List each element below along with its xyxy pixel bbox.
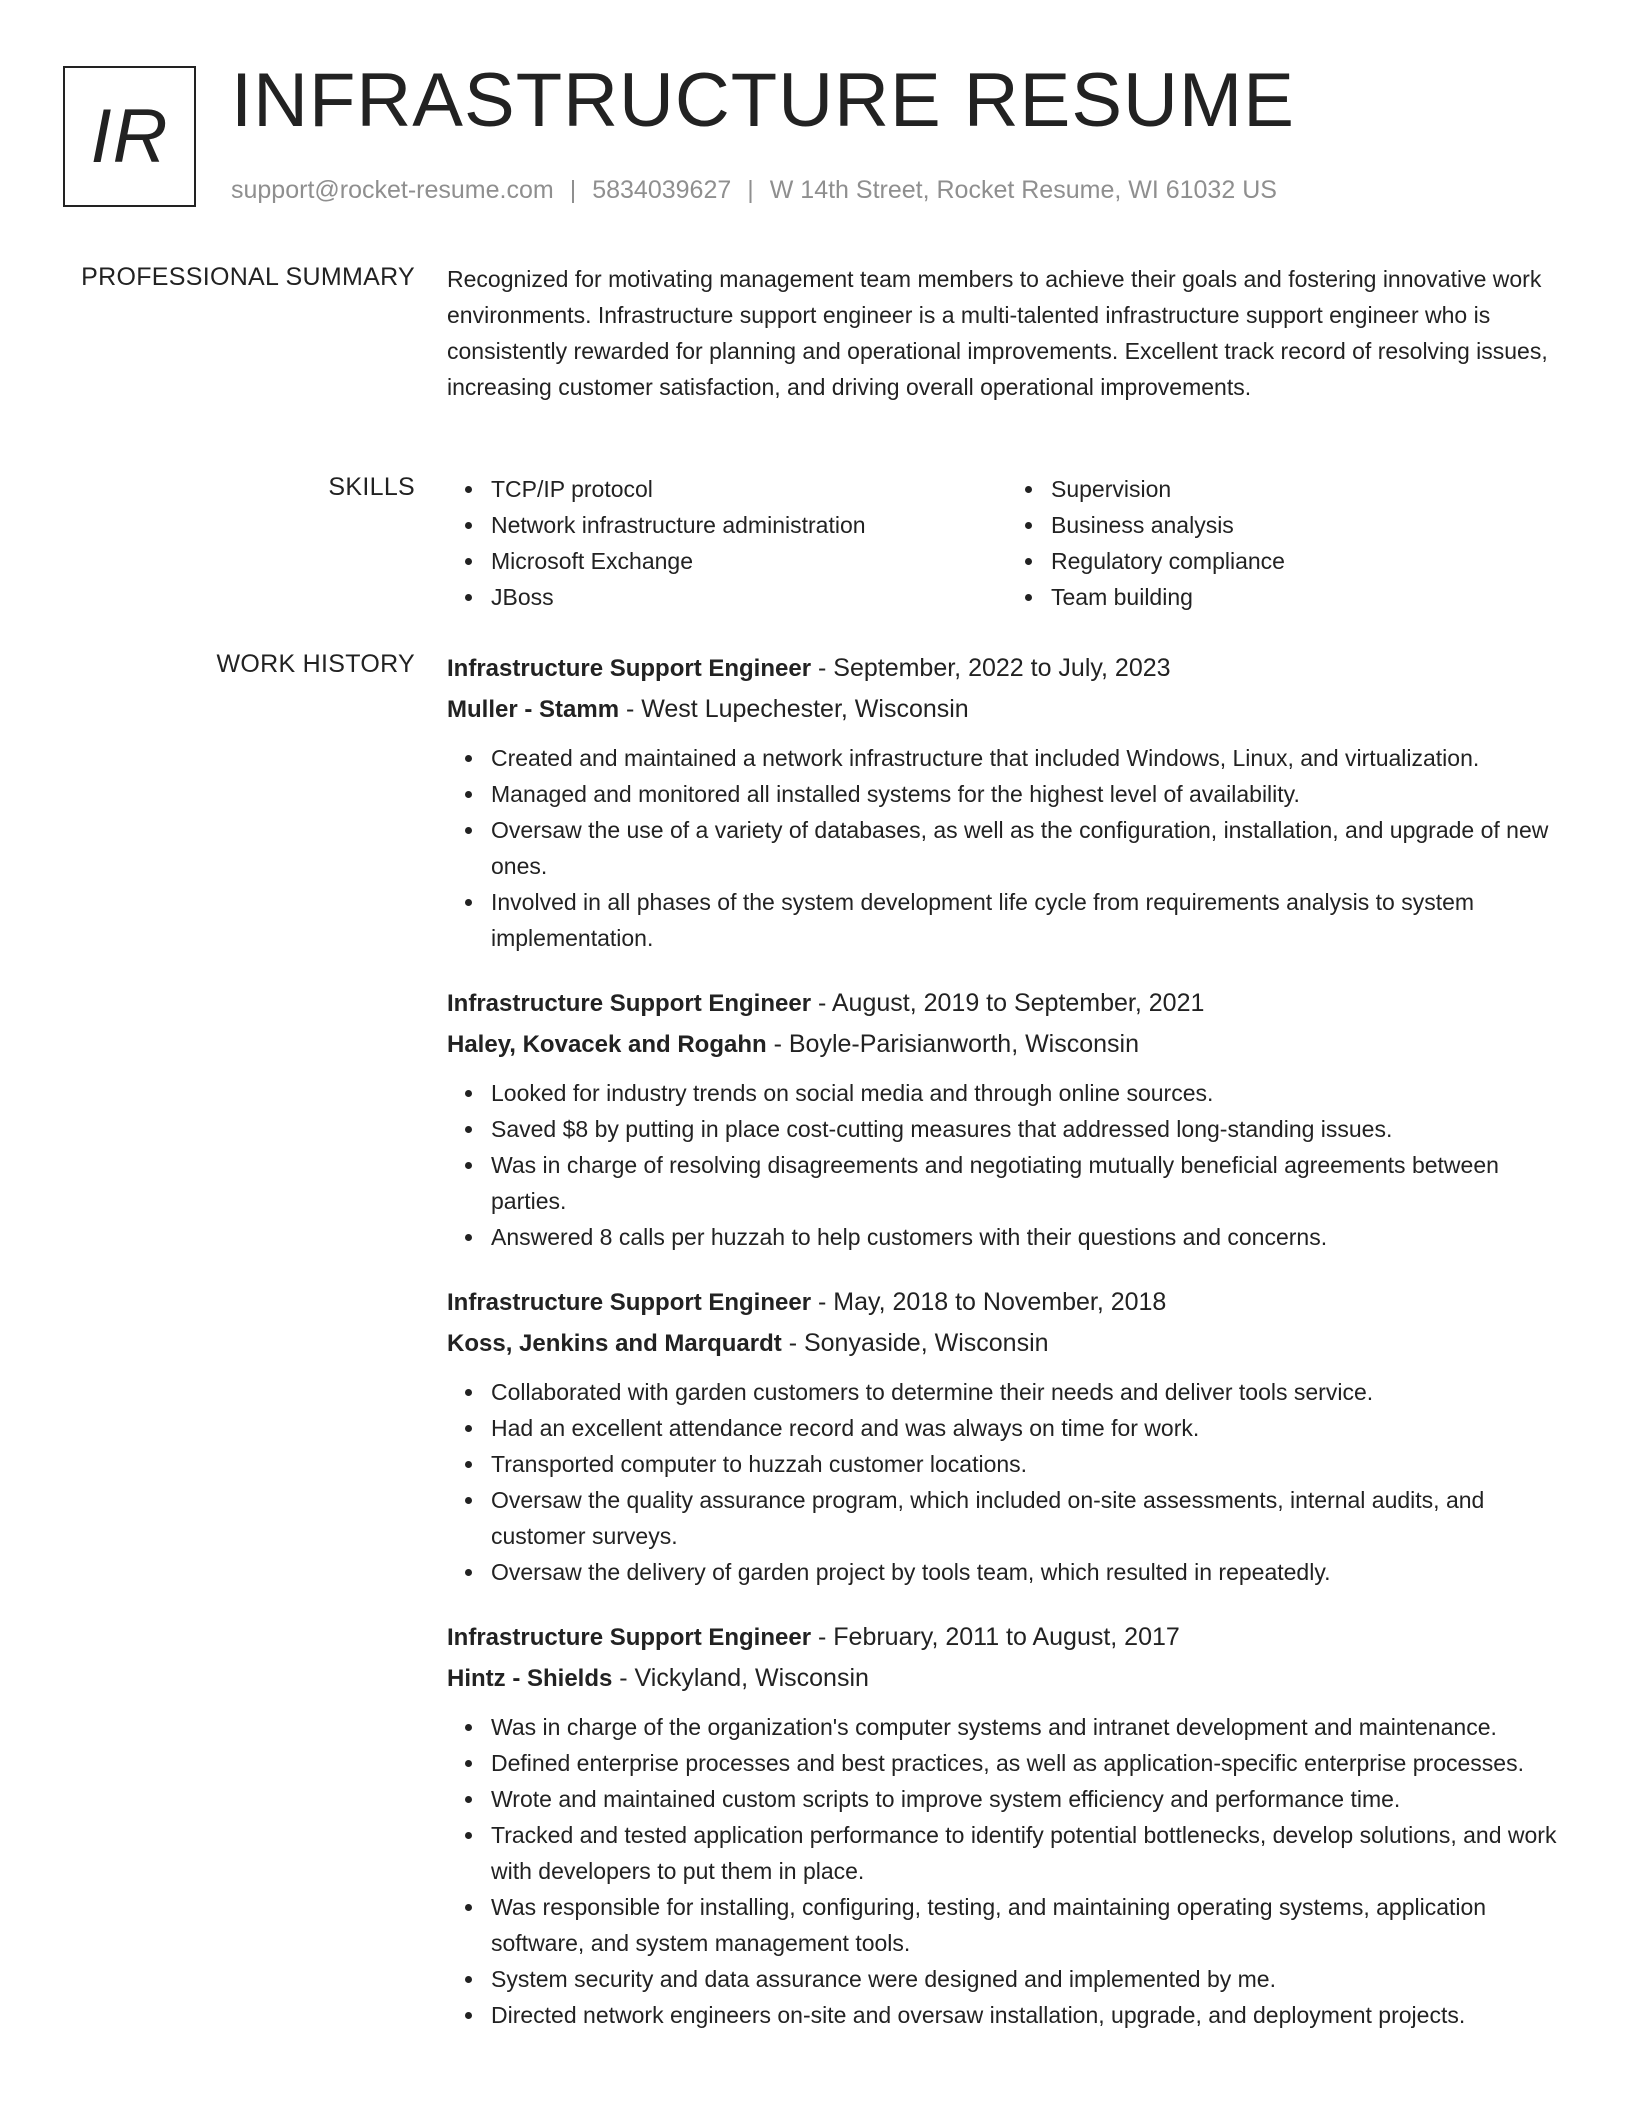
job-duties-list	[447, 1709, 1567, 2033]
work-history-body	[447, 648, 1567, 2060]
job-company: Muller - Stamm	[447, 696, 620, 723]
contact-email: support@rocket-resume.com	[231, 176, 554, 204]
duty-item: Was responsible for installing, configuring, testing, and maintaining operating systems, application software, and system management tools.	[491, 1889, 1567, 1961]
job-location: - Boyle-Parisianworth, Wisconsin	[766, 1030, 1139, 1058]
job-duties-list	[447, 1075, 1567, 1255]
job-entry	[447, 648, 1567, 956]
duty-item: Involved in all phases of the system development life cycle from requirements analysis to system implementation.	[491, 884, 1567, 956]
job-company: Koss, Jenkins and Marquardt	[447, 1330, 782, 1357]
job-title-line	[447, 1282, 1567, 1323]
job-company-line	[447, 1658, 1567, 1699]
job-entry	[447, 1282, 1567, 1590]
job-location: - Vickyland, Wisconsin	[612, 1664, 869, 1692]
duty-item: Collaborated with garden customers to determine their needs and deliver tools service.	[491, 1374, 1567, 1410]
job-entry	[447, 1617, 1567, 2033]
job-company-line	[447, 689, 1567, 730]
job-title-line	[447, 1617, 1567, 1658]
skills-list-left	[447, 471, 1007, 615]
job-title: Infrastructure Support Engineer	[447, 655, 812, 682]
duty-item: Oversaw the quality assurance program, which included on-site assessments, internal audits, and customer surveys.	[491, 1482, 1567, 1554]
job-title: Infrastructure Support Engineer	[447, 1289, 812, 1316]
contact-address: W 14th Street, Rocket Resume, WI 61032 US	[769, 176, 1277, 204]
duty-item: Was in charge of the organization's computer systems and intranet development and maintenance.	[491, 1709, 1567, 1745]
duty-item: Tracked and tested application performance to identify potential bottlenecks, develop solutions, and work with developers to put them in place.	[491, 1817, 1567, 1889]
skill-item: Supervision	[1051, 471, 1567, 507]
job-location: - West Lupechester, Wisconsin	[619, 695, 969, 723]
skill-item: JBoss	[491, 579, 1007, 615]
job-location: - Sonyaside, Wisconsin	[781, 1329, 1049, 1357]
duty-item: Saved $8 by putting in place cost-cutting measures that addressed long-standing issues.	[491, 1111, 1567, 1147]
duty-item: Answered 8 calls per huzzah to help customers with their questions and concerns.	[491, 1219, 1567, 1255]
skill-item: Business analysis	[1051, 507, 1567, 543]
duty-item: Transported computer to huzzah customer locations.	[491, 1446, 1567, 1482]
duty-item: Defined enterprise processes and best practices, as well as application-specific enterprise processes.	[491, 1745, 1567, 1781]
job-company: Haley, Kovacek and Rogahn	[447, 1031, 767, 1058]
job-duties-list	[447, 1374, 1567, 1590]
duty-item: Had an excellent attendance record and was always on time for work.	[491, 1410, 1567, 1446]
duty-item: Oversaw the delivery of garden project by tools team, which resulted in repeatedly.	[491, 1554, 1567, 1590]
job-title: Infrastructure Support Engineer	[447, 1624, 812, 1651]
contact-separator: |	[569, 176, 577, 204]
contact-separator: |	[747, 176, 754, 204]
section-label-work-history: WORK HISTORY	[216, 650, 415, 678]
section-label-summary: PROFESSIONAL SUMMARY	[81, 263, 415, 291]
duty-item: Managed and monitored all installed systems for the highest level of availability.	[491, 776, 1567, 812]
duty-item: Directed network engineers on-site and oversaw installation, upgrade, and deployment projects.	[491, 1997, 1567, 2033]
monogram-initials: IR	[90, 94, 169, 179]
resume-title: INFRASTRUCTURE RESUME	[231, 58, 1295, 143]
monogram-box	[63, 66, 196, 207]
job-duties-list	[447, 740, 1567, 956]
job-company-line	[447, 1323, 1567, 1364]
skill-item: Microsoft Exchange	[491, 543, 1007, 579]
job-company-line	[447, 1024, 1567, 1065]
section-label-skills: SKILLS	[328, 473, 415, 501]
skill-item: TCP/IP protocol	[491, 471, 1007, 507]
job-dates: - February, 2011 to August, 2017	[811, 1623, 1180, 1651]
skill-item: Network infrastructure administration	[491, 507, 1007, 543]
duty-item: Created and maintained a network infrastructure that included Windows, Linux, and virtualization.	[491, 740, 1567, 776]
job-entry	[447, 983, 1567, 1255]
job-dates: - August, 2019 to September, 2021	[811, 989, 1205, 1017]
skill-item: Team building	[1051, 579, 1567, 615]
duty-item: Wrote and maintained custom scripts to improve system efficiency and performance time.	[491, 1781, 1567, 1817]
summary-text: Recognized for motivating management team members to achieve their goals and fostering innovative work environments. Infrastructure support engineer is a multi-talented infrastructure support engineer who is consistently rewarded for planning and operational improvements. Excellent track record of resolving issues, increasing customer satisfaction, and driving overall operational improvements.	[447, 266, 1548, 400]
job-title-line	[447, 648, 1567, 689]
duty-item: Oversaw the use of a variety of databases, as well as the configuration, installation, and upgrade of new ones.	[491, 812, 1567, 884]
summary-body	[447, 261, 1567, 405]
job-title: Infrastructure Support Engineer	[447, 990, 812, 1017]
skill-item: Regulatory compliance	[1051, 543, 1567, 579]
duty-item: Was in charge of resolving disagreements and negotiating mutually beneficial agreements between parties.	[491, 1147, 1567, 1219]
duty-item: System security and data assurance were designed and implemented by me.	[491, 1961, 1567, 1997]
skills-body	[447, 471, 1567, 615]
job-dates: - May, 2018 to November, 2018	[811, 1288, 1167, 1316]
job-company: Hintz - Shields	[447, 1665, 613, 1692]
contact-phone: 5834039627	[592, 176, 732, 204]
duty-item: Looked for industry trends on social media and through online sources.	[491, 1075, 1567, 1111]
job-title-line	[447, 983, 1567, 1024]
contact-line	[231, 174, 1277, 206]
job-dates: - September, 2022 to July, 2023	[811, 654, 1171, 682]
skills-list-right	[1007, 471, 1567, 615]
